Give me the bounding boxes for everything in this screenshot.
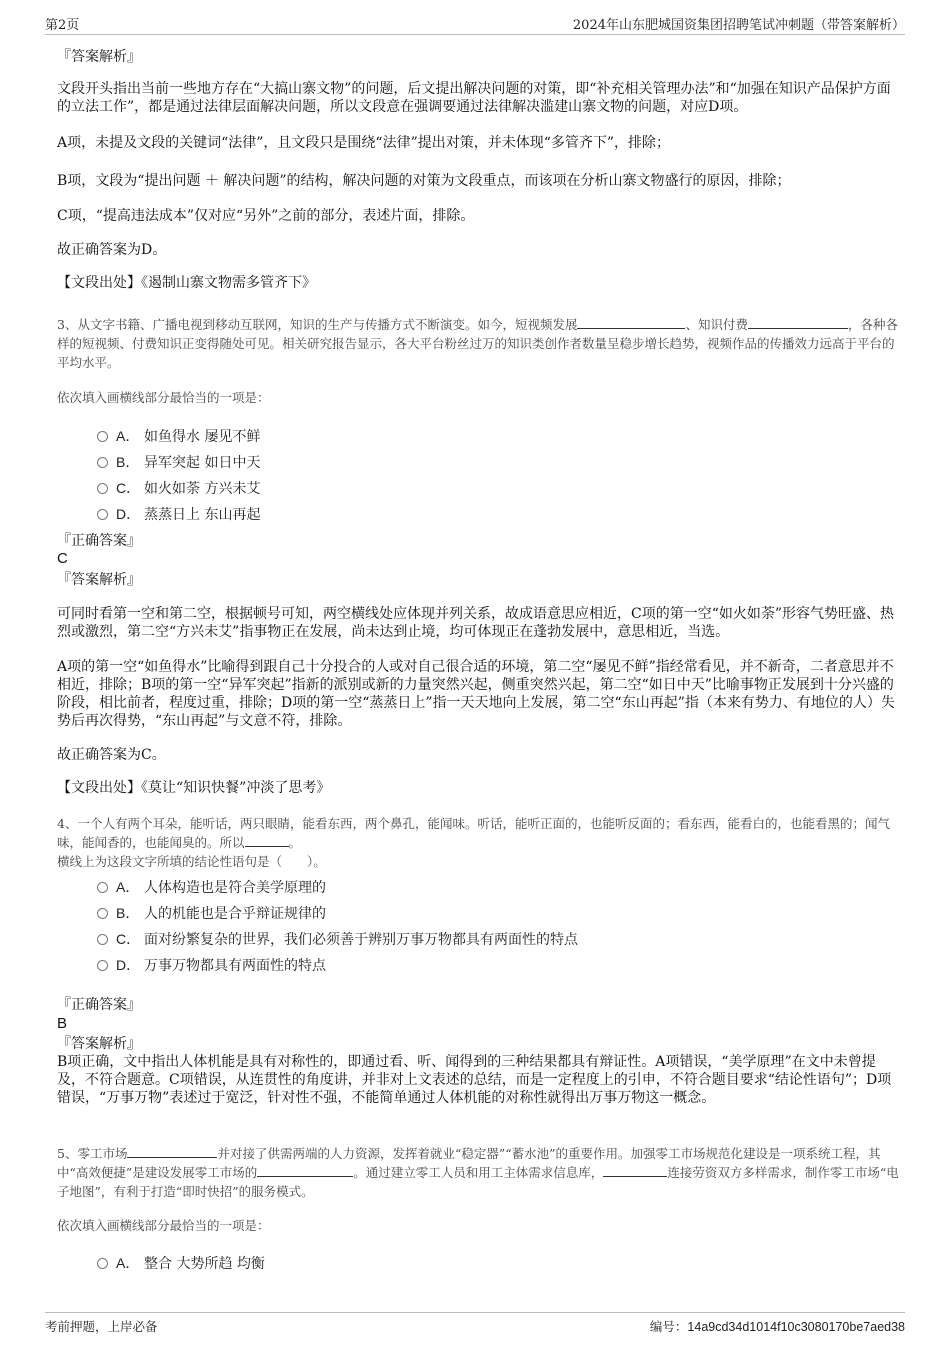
q5-option-a[interactable]: A． 整合 大势所趋 均衡 [97, 1253, 890, 1273]
footer-slogan: 考前押题，上岸必备 [45, 1319, 158, 1334]
q3-blank-1 [577, 316, 685, 329]
q3-analysis-p2: A项的第一空“如鱼得水”比喻得到跟自己十分投合的人或对自己很合适的环境，第二空“屡见不鲜”指经常看见，并不新奇，二者意思并不相近，排除；B项的第一空“异军突起”指新的派别或新的力量突然兴起，侧重突然兴起，第二空“如日中天”比喻事物正发展到十分兴盛的阶段，相比前者，程度过重，排除；D项的第一空“蒸蒸日上”指一天天地向上发展，第二空“东山再起”指（本来有势力、有地位的人）失势后再次得势，“东山再起”与文意不符，排除。 [57, 659, 895, 729]
q3-blank-2 [748, 316, 848, 329]
q3-instruction: 依次填入画横线部分最恰当的一项是： [57, 390, 270, 405]
q4-analysis-label: 『答案解析』 [57, 1036, 141, 1052]
radio-icon[interactable] [97, 431, 108, 442]
q4-correct-label: 『正确答案』 [57, 997, 141, 1013]
q2-analysis-p3: B项，文段为“提出问题 ＋ 解决问题”的结构，解决问题的对策为文段重点，而该项在分析山寨文物盛行的原因，排除； [57, 173, 791, 189]
q2-analysis-p5: 故正确答案为D。 [57, 242, 167, 258]
q2-analysis-label: 『答案解析』 [57, 49, 141, 65]
q5-blank-1 [127, 1145, 217, 1158]
radio-icon[interactable] [97, 483, 108, 494]
page-header [45, 12, 905, 35]
q4-blank [245, 834, 289, 847]
q5-blank-2 [257, 1164, 353, 1177]
q3-analysis-p1: 可同时看第一空和第二空，根据顿号可知，两空横线处应体现并列关系，故成语意思应相近，C项的第一空“如火如荼”形容气势旺盛、热烈或激烈，第二空“方兴未艾”指事物正在发展，尚未达到止境，均可体现正在蓬勃发展中，意思相近，当选。 [57, 606, 895, 640]
q4-option-c[interactable]: C． 面对纷繁复杂的世界，我们必须善于辨别万事万物都具有两面性的特点 [97, 929, 890, 949]
radio-icon[interactable] [97, 960, 108, 971]
q3-option-d[interactable]: D． 蒸蒸日上 东山再起 [97, 504, 890, 524]
q3-analysis-label: 『答案解析』 [57, 572, 141, 588]
q2-analysis-p2: A项，未提及文段的关键词“法律”，且文段只是围绕“法律”提出对策，并未体现“多管齐下”，排除； [57, 135, 671, 151]
q4-option-b[interactable]: B． 人的机能也是合乎辩证规律的 [97, 903, 890, 923]
footer-code: 编号：14a9cd34d1014f10c3080170be7aed38 [649, 1319, 905, 1334]
q4-option-a[interactable]: A． 人体构造也是符合美学原理的 [97, 877, 890, 897]
q5-instruction: 依次填入画横线部分最恰当的一项是： [57, 1218, 270, 1233]
q3-correct-label: 『正确答案』 [57, 533, 141, 549]
q2-analysis-p4: C项，“提高违法成本”仅对应“另外”之前的部分，表述片面，排除。 [57, 208, 475, 224]
q5-stem: 5、零工市场 并对接了供需两端的人力资源，发挥着就业“稳定器”“蓄水池”的重要作用。加强零工市场规范化建设是一项系统工程，其中“高效便捷”是建设发展零工市场的 。通过建立零工人员和用工主体需求信息库， 连接劳资双方多样需求，制作零工市场“电子地图”，有利于打造“即时快招”的服务模式。 [57, 1146, 899, 1199]
q4-analysis-p1: B项正确，文中指出人体机能是具有对称性的，即通过看、听、闻得到的三种结果都具有辩证性。A项错误，“美学原理”在文中未曾提及，不符合题意。C项错误，从连贯性的角度讲，并非对上文表述的总结，而是一定程度上的引申，不符合题目要求“结论性语句”；D项错误，“万事万物”表述过于宽泛，针对性不强，不能简单通过人体机能的对称性就得出万事万物这一概念。 [57, 1054, 892, 1106]
radio-icon[interactable] [97, 882, 108, 893]
q3-option-c[interactable]: C． 如火如荼 方兴未艾 [97, 478, 890, 498]
q2-source: 【文段出处】《遏制山寨文物需多管齐下》 [57, 275, 316, 291]
q4-stem: 4、一个人有两个耳朵，能听话，两只眼睛，能看东西，两个鼻孔，能闻味。听话，能听正面的，也能听反面的；看东西，能看白的，也能看黑的；闻气味，能闻香的，也能闻臭的。所以 。 横线上为这段文字所填的结论性语句是（ ）。 [57, 816, 890, 869]
q3-correct-answer: C [57, 550, 68, 567]
radio-icon[interactable] [97, 509, 108, 520]
radio-icon[interactable] [97, 934, 108, 945]
q3-option-b[interactable]: B． 异军突起 如日中天 [97, 452, 890, 472]
page-number: 第2页 [45, 18, 80, 33]
q3-option-a[interactable]: A． 如鱼得水 屡见不鲜 [97, 426, 890, 446]
radio-icon[interactable] [97, 908, 108, 919]
q3-source: 【文段出处】《莫让“知识快餐”冲淡了思考》 [57, 780, 331, 796]
q2-analysis-p1: 文段开头指出当前一些地方存在“大搞山寨文物”的问题，后文提出解决问题的对策，即“补充相关管理办法”和“加强在知识产品保护方面的立法工作”，都是通过法律层面解决问题，所以文段意在强调要通过法律解决滥建山寨文物的问题，对应D项。 [57, 81, 891, 115]
q4-correct-answer: B [57, 1015, 68, 1032]
document-title: 2024年山东肥城国资集团招聘笔试冲刺题（带答案解析） [572, 18, 905, 33]
radio-icon[interactable] [97, 1258, 108, 1269]
q5-blank-3 [603, 1164, 667, 1177]
page-footer [45, 1312, 905, 1335]
q3-analysis-p3: 故正确答案为C。 [57, 747, 166, 763]
q4-option-d[interactable]: D． 万事万物都具有两面性的特点 [97, 955, 890, 975]
radio-icon[interactable] [97, 457, 108, 468]
q3-stem: 3、从文字书籍、广播电视到移动互联网，知识的生产与传播方式不断演变。如今，短视频发展 、知识付费 ，各种各样的短视频、付费知识正变得随处可见。相关研究报告显示，各大平台粉丝过万的知识类创作者数量呈稳步增长趋势，视频作品的传播效力远高于平台的平均水平。 [57, 317, 898, 370]
